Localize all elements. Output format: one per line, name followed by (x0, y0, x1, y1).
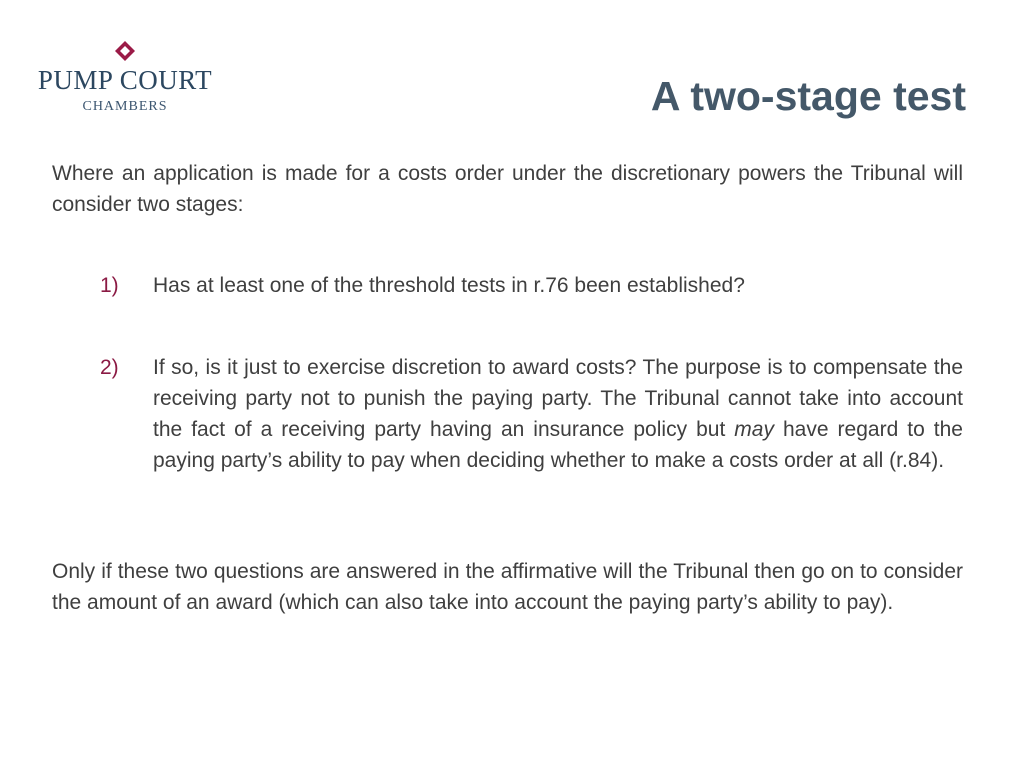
list-item-text-emphasis: may (734, 418, 774, 441)
slide-title: A two-stage test (650, 73, 966, 119)
pump-court-chambers-logo (28, 40, 222, 116)
list-item-number: 1) (100, 274, 119, 297)
intro-paragraph: Where an application is made for a costs order under the discretionary powers the Tribunal will consider two stages: (52, 162, 963, 216)
conclusion-paragraph: Only if these two questions are answered in the affirmative will the Tribunal then go on to consider the amount of an award (which can also take into account the paying party’s ability to pay). (52, 560, 963, 614)
list-item (100, 270, 963, 301)
list-item-text: Has at least one of the threshold tests in r.76 been established? (153, 274, 745, 297)
logo-subtitle: CHAMBERS (82, 99, 168, 114)
diamond-logo-icon (114, 40, 136, 62)
list-item-text-before: If so, is it just to exercise discretion to award costs? The purpose is to compensate the receiving party not to punish the paying party. The Tribunal cannot take into account the fact of a receiving party having an insurance policy but (153, 356, 963, 441)
list-item-text-after: have regard to the paying party’s ability to pay when deciding whether to make a costs order at all (r.84). (153, 418, 963, 472)
logo-name: PUMP COURT (37, 65, 213, 95)
list-item-number: 2) (100, 356, 119, 379)
list-item-text (153, 352, 963, 476)
list-item (100, 352, 963, 476)
